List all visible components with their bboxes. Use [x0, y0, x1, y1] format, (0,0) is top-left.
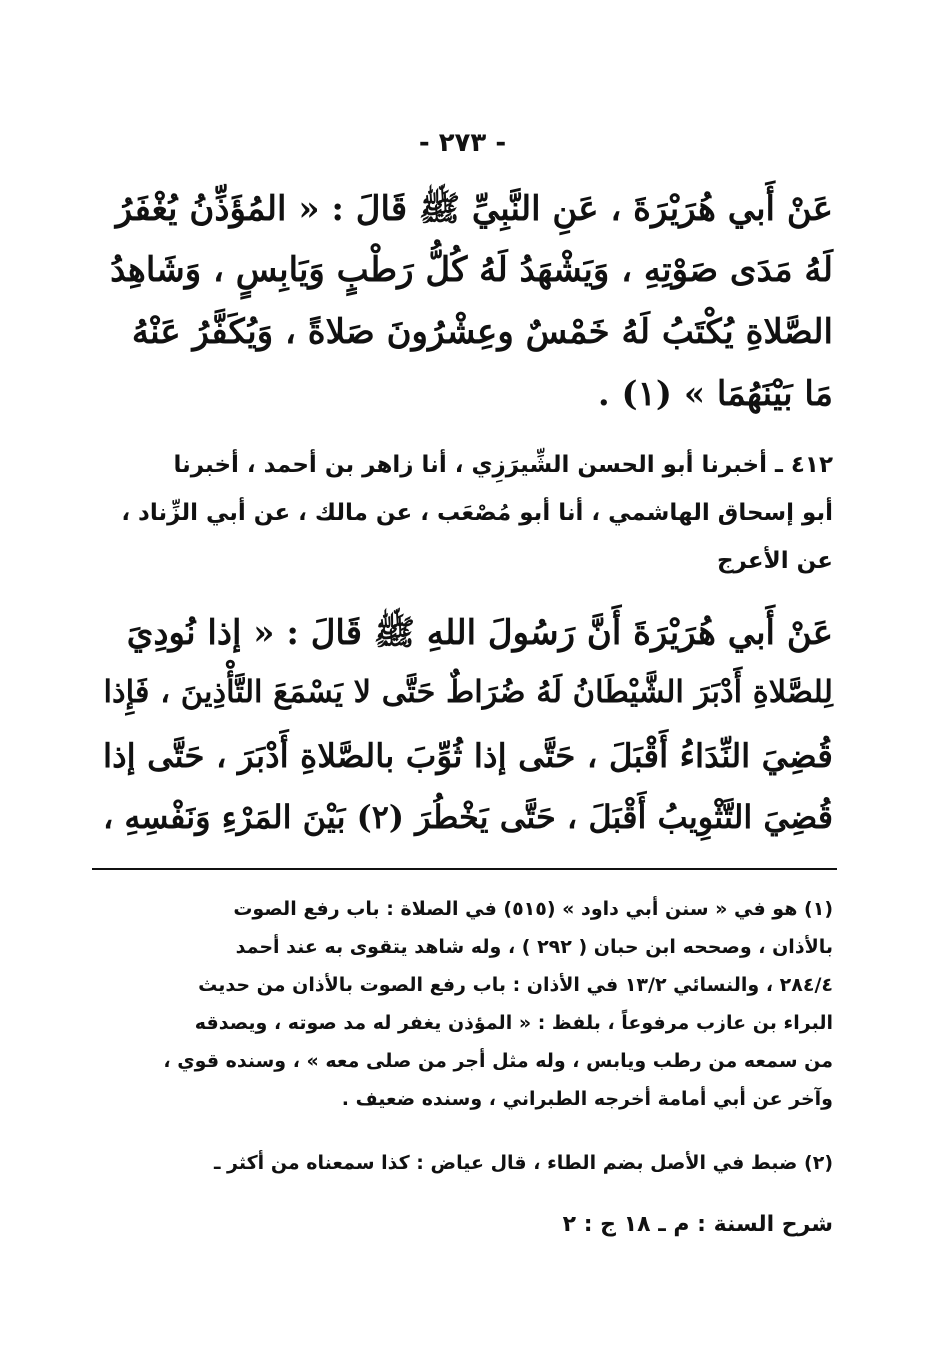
hadith-2-line: عَنْ أَبي هُرَيْرَةَ أَنَّ رَسُولَ اللهِ ﷺ قَالَ : « إذا نُودِيَ	[126, 613, 833, 653]
signature-mark: شرح السنة : م ـ ١٨ ج : ٢	[562, 1212, 833, 1237]
footnote-divider	[92, 868, 837, 870]
hadith-2-line: قُضِيَ النِّدَاءُ أَقْبَلَ ، حَتَّى إذا ثُوِّبَ بالصَّلاةِ أَدْبَرَ ، حَتَّى إذا	[103, 736, 833, 775]
hadith-2-line: قُضِيَ التَّثْوِيبُ أَقْبَلَ ، حَتَّى يَخْطُرَ (٢) بَيْنَ المَرْءِ وَنَفْسِهِ ،	[102, 798, 833, 836]
isnad-line: عن الأعرج	[716, 548, 833, 574]
hadith-1-line: عَنْ أَبي هُرَيْرَةَ ، عَنِ النَّبِيِّ ﷺ قَالَ : « المُؤَذِّنُ يُغْفَرُ	[115, 189, 833, 229]
isnad-line: أبو إسحاق الهاشمي ، أنا أبو مُصْعَب ، عن مالك ، عن أبي الزِّناد ،	[121, 500, 833, 526]
hadith-text-2	[88, 612, 833, 852]
page-number: - ٢٧٣ -	[418, 128, 507, 158]
hadith-1-line: لَهُ مَدَى صَوْتِهِ ، وَيَشْهَدُ لَهُ كُلُّ رَطْبٍ وَيَابِسٍ ، وَشَاهِدُ	[110, 250, 833, 290]
footnote-1-line: ٢٨٤/٤ ، والنسائي ١٣/٢ في الأذان : باب رفع الصوت بالأذان من حديث	[198, 974, 833, 996]
footnote-1-line: (١) هو في « سنن أبي داود » (٥١٥) في الصلاة : باب رفع الصوت	[233, 898, 833, 920]
isnad-line: ٤١٢ ـ أخبرنا أبو الحسن الشِّيرَزِي ، أنا زاهر بن أحمد ، أخبرنا	[173, 452, 833, 478]
isnad-412	[88, 452, 833, 582]
hadith-1-line: مَا بَيْنَهُمَا » (١) .	[597, 374, 833, 414]
footnote-1-line: من سمعه من رطب ويابس ، وله مثل أجر من صلى معه » ، وسنده قوي ،	[163, 1050, 833, 1072]
hadith-text-1	[88, 188, 833, 428]
footnote-1-line: بالأذان ، وصححه ابن حبان ( ٢٩٢ ) ، وله شاهد يتقوى به عند أحمد	[235, 936, 833, 958]
footnote-1-line: البراء بن عازب مرفوعاً ، بلفظ : « المؤذن يغفر له مد صوته ، ويصدقه	[194, 1012, 833, 1034]
hadith-1-line: الصَّلاةِ يُكْتَبُ لَهُ خَمْسٌ وعِشْرُونَ صَلاةً ، وَيُكَفَّرُ عَنْهُ	[131, 312, 833, 352]
footnote-2	[88, 1152, 833, 1188]
hadith-2-line: لِلصَّلاةِ أَدْبَرَ الشَّيْطَانُ لَهُ ضُرَاطٌ حَتَّى لا يَسْمَعَ التَّأْذِينَ ، فَإِذا	[103, 674, 833, 710]
footnote-1	[88, 898, 833, 1138]
footnote-1-line: وآخر عن أبي أمامة أخرجه الطبراني ، وسنده ضعيف .	[341, 1088, 833, 1110]
footnote-2-line: (٢) ضبط في الأصل بضم الطاء ، قال عياض : كذا سمعناه من أكثر ـ	[213, 1152, 833, 1174]
